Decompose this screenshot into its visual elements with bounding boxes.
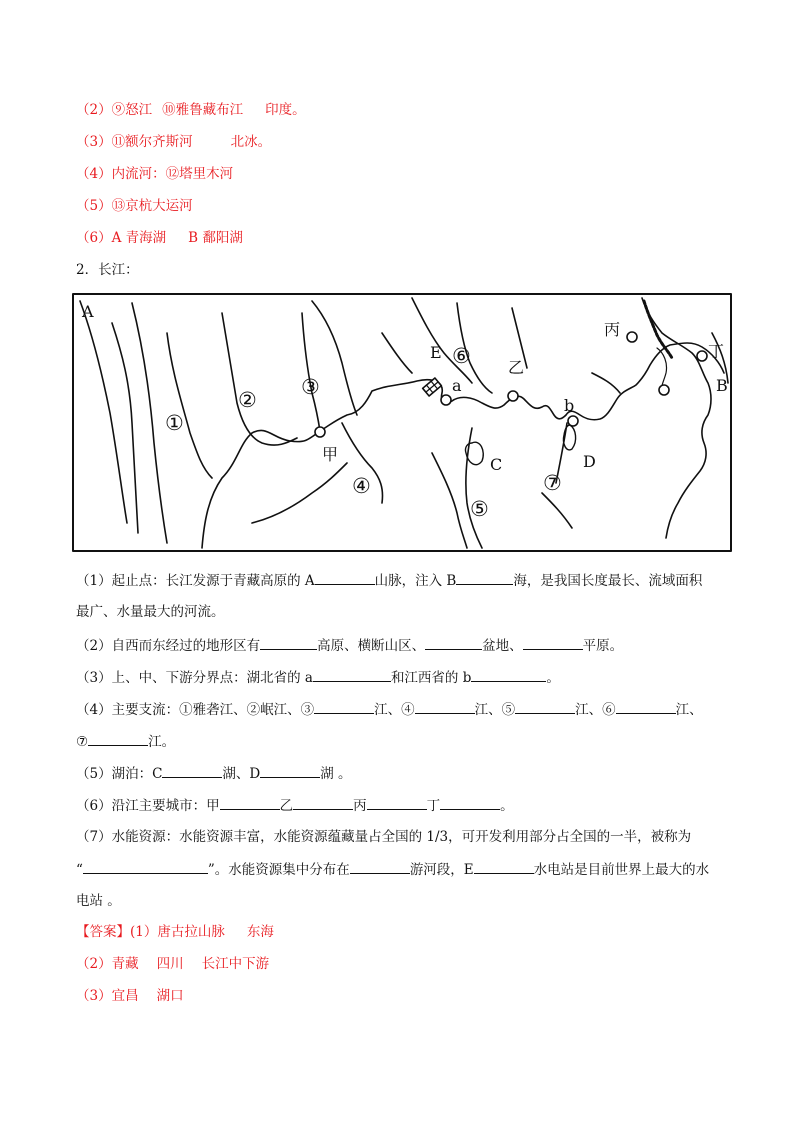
blank-B[interactable] bbox=[456, 572, 513, 585]
blank-lake-C[interactable] bbox=[162, 765, 222, 778]
answer-line-4: （4）内流河：⑫塔里木河 bbox=[76, 166, 234, 182]
blank-city-yi[interactable] bbox=[293, 797, 353, 810]
question-7-line-1: （7）水能资源：水能资源丰富，水能资源蕴藏量占全国的 1/3，可开发利用部分占全国的一半，被称为 bbox=[76, 829, 692, 845]
city-b bbox=[568, 416, 578, 426]
answer2-line-3: （3）宜昌 湖口 bbox=[76, 988, 184, 1004]
city-bing bbox=[627, 332, 637, 342]
question-1-line-1: （1）起止点：长江发源于青藏高原的 A 山脉，注入 B 海，是我国长度最长、流域面积 bbox=[76, 573, 703, 589]
label-yi: 乙 bbox=[508, 358, 525, 377]
blank-river-3[interactable] bbox=[314, 701, 374, 714]
label-river-2: ② bbox=[238, 388, 257, 412]
question-3: （3）上、中、下游分界点：湖北省的 a 和江西省的 b 。 bbox=[76, 670, 560, 686]
label-river-1: ① bbox=[165, 411, 184, 435]
east-coastline bbox=[642, 298, 711, 538]
city-yi bbox=[508, 391, 518, 401]
blank-city-jia[interactable] bbox=[220, 797, 280, 810]
city-jia bbox=[315, 427, 325, 437]
label-a: a bbox=[452, 376, 462, 395]
label-ding: 丁 bbox=[708, 342, 725, 361]
answer-line-2: （2）⑨怒江 ⑩雅鲁藏布江 印度。 bbox=[76, 102, 306, 118]
river-5 bbox=[466, 428, 482, 548]
label-river-6: ⑥ bbox=[452, 344, 471, 368]
question-2: （2）自西而东经过的地形区有 高原、横断山区、 盆地、 平原。 bbox=[76, 638, 624, 654]
river-1b bbox=[167, 333, 212, 478]
answer2-line-1: 【答案】(1）唐古拉山脉 东海 bbox=[76, 924, 274, 940]
blank-plateau[interactable] bbox=[260, 637, 317, 650]
blank-river-5[interactable] bbox=[515, 701, 575, 714]
blank-nickname[interactable] bbox=[83, 861, 208, 874]
answer-line-5: （5）⑬京杭大运河 bbox=[76, 198, 193, 214]
river-3 bbox=[302, 313, 320, 431]
label-A: A bbox=[82, 302, 94, 321]
blank-dam-E[interactable] bbox=[474, 861, 534, 874]
river-4b bbox=[252, 463, 347, 523]
river-7b bbox=[542, 493, 572, 528]
blank-city-ding[interactable] bbox=[440, 797, 500, 810]
label-river-7: ⑦ bbox=[543, 471, 562, 495]
river-1 bbox=[112, 323, 138, 533]
answer-line-3: （3）⑪额尔齐斯河 北冰。 bbox=[76, 134, 272, 150]
river-misc-2 bbox=[382, 333, 412, 373]
question-5: （5）湖泊：C 湖、D 湖 。 bbox=[76, 766, 352, 782]
city-east bbox=[659, 385, 669, 395]
label-river-3: ③ bbox=[301, 375, 320, 399]
blank-A[interactable] bbox=[315, 572, 375, 585]
label-C: C bbox=[490, 455, 503, 474]
answer2-line-2: （2）青藏 四川 长江中下游 bbox=[76, 956, 270, 972]
river-2 bbox=[222, 313, 297, 445]
label-B: B bbox=[716, 376, 728, 395]
question-7-line-2: “ ”。水能资源集中分布在 游河段，E 水电站是目前世界上最大的水 bbox=[76, 862, 710, 878]
blank-river-4[interactable] bbox=[415, 701, 475, 714]
blank-a[interactable] bbox=[313, 669, 391, 682]
question-6: （6）沿江主要城市：甲 乙 丙 丁 。 bbox=[76, 798, 514, 814]
blank-river-6[interactable] bbox=[616, 701, 676, 714]
question-4-line-2: ⑦ 江。 bbox=[76, 734, 176, 750]
blank-section[interactable] bbox=[350, 861, 410, 874]
label-D: D bbox=[583, 452, 596, 471]
west-boundary bbox=[80, 301, 127, 523]
label-b: b bbox=[564, 396, 575, 415]
yangtze-river-map bbox=[72, 293, 732, 552]
blank-basin[interactable] bbox=[425, 637, 482, 650]
label-E: E bbox=[430, 343, 442, 362]
question-7-line-3: 电站 。 bbox=[76, 893, 121, 909]
blank-city-bing[interactable] bbox=[367, 797, 427, 810]
river-5b bbox=[432, 453, 467, 548]
label-bing: 丙 bbox=[604, 320, 621, 339]
blank-river-7[interactable] bbox=[88, 733, 148, 746]
city-a bbox=[441, 395, 451, 405]
question-1-line-2: 最广、水量最大的河流。 bbox=[76, 604, 225, 620]
label-river-4: ④ bbox=[352, 474, 371, 498]
question-4-line-1: （4）主要支流：①雅砻江、②岷江、③ 江、④ 江、⑤ 江、⑥ 江、 bbox=[76, 702, 703, 718]
dam-symbol-E bbox=[423, 378, 442, 396]
label-jia: 甲 bbox=[322, 445, 339, 464]
blank-b[interactable] bbox=[471, 669, 546, 682]
city-ding bbox=[697, 351, 707, 361]
blank-plain[interactable] bbox=[523, 637, 583, 650]
label-river-5: ⑤ bbox=[470, 497, 489, 521]
river-misc-3 bbox=[592, 373, 620, 393]
blank-lake-D[interactable] bbox=[260, 765, 320, 778]
answer-line-6: （6）A 青海湖 B 鄱阳湖 bbox=[76, 230, 243, 246]
section-title: 2．长江： bbox=[76, 262, 139, 278]
